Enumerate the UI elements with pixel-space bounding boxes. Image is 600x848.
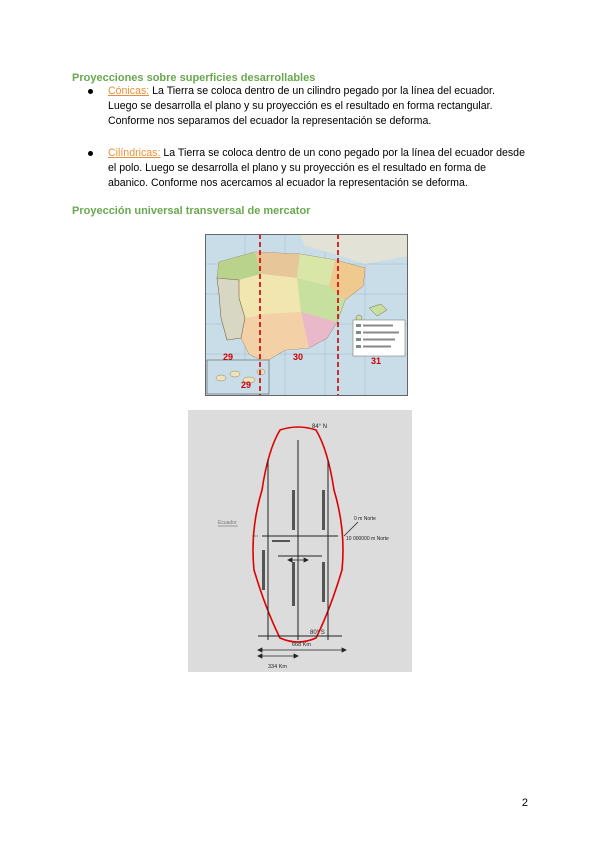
bullet-list-cilindricas: [86, 146, 526, 191]
utm-diagram-svg: [188, 410, 412, 672]
utm-half-width-label: 334 Km: [268, 664, 287, 670]
zone-label-29-canarias: 29: [241, 380, 252, 390]
definition-conicas: La Tierra se coloca dentro de un cilindro pegado por la línea del ecuador. Luego se desarrolla el plano y su proyección es el resultado en forma rectangular. Conforme nos separamos del ecuador la representación se deforma.: [108, 85, 495, 127]
list-item: [86, 146, 526, 191]
bullet-list-conicas: [86, 84, 526, 129]
utm-equator-label: Ecuador: [218, 520, 237, 526]
zone-label-31: 31: [371, 356, 382, 366]
utm-northing-label: 0 m Norte: [354, 516, 376, 522]
utm-zone-diagram: [188, 410, 412, 672]
zone-label-29: 29: [223, 352, 234, 362]
definition-cilindricas: La Tierra se coloca dentro de un cono pegado por la línea del ecuador desde el polo. Luego se desarrolla el plano y su proyección es el resultado en forma de abanico. Conforme nos acercamos al ecuador la representación se deforma.: [108, 147, 525, 189]
spain-utm-zones-map: [205, 234, 408, 396]
utm-width-label: 668 Km: [292, 642, 311, 648]
utm-false-northing-label: 10 000000 m Norte: [346, 536, 389, 542]
term-conicas[interactable]: Cónicas:: [108, 85, 150, 97]
utm-north-label: 84° N: [312, 424, 328, 430]
list-item: [86, 84, 526, 129]
utm-south-label: 80° S: [310, 630, 325, 636]
page-number: 2: [521, 797, 528, 809]
zone-label-30: 30: [293, 352, 304, 362]
term-cilindricas[interactable]: Cilíndricas:: [108, 147, 161, 159]
section-heading-developable-surfaces: Proyecciones sobre superficies desarrollables: [72, 72, 316, 84]
spain-map-svg: [205, 234, 408, 396]
section-heading-utm: Proyección universal transversal de mercator: [72, 205, 311, 217]
